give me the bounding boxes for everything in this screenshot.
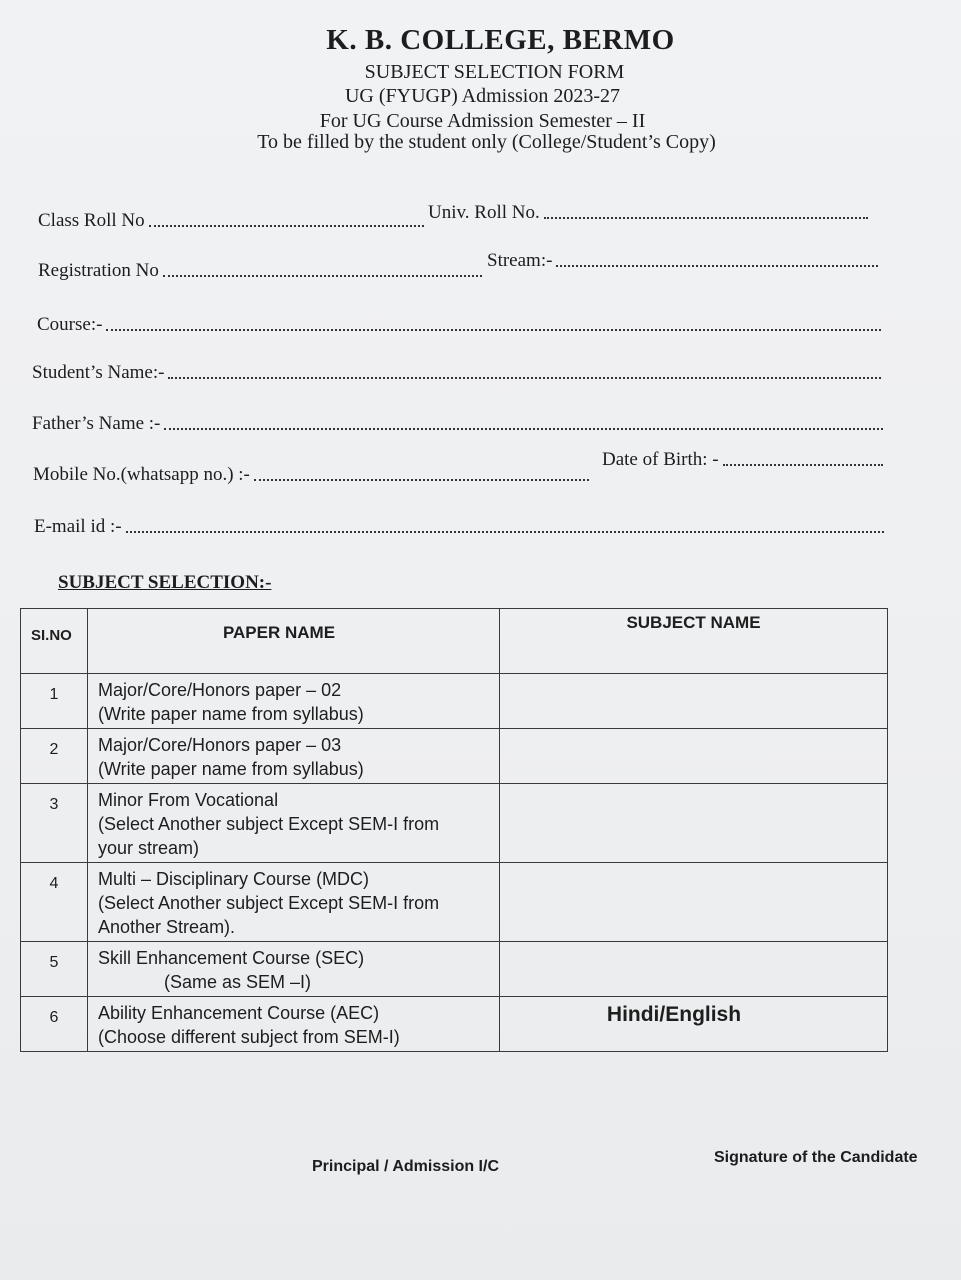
paper-line: (Select Another subject Except SEM-I from [98,893,440,913]
header-si-no: SI.NO [21,609,88,674]
row-number: 5 [21,942,88,997]
registration-label: Registration No [38,260,159,281]
univ-roll-field [428,202,872,224]
email-line [126,530,884,533]
paper-name-cell [88,863,500,942]
paper-line: Skill Enhancement Course (SEC) [98,948,365,968]
course-line [106,328,881,331]
registration-line [163,274,482,277]
table-row [21,942,888,997]
dob-line [723,463,883,466]
paper-name-cell [88,729,500,784]
email-label: E-mail id :- [34,516,122,537]
instruction-line: To be filled by the student only (College/Student’s Copy) [257,131,716,153]
student-name-field [32,362,885,384]
stream-label: Stream:- [487,250,553,271]
table-row [21,674,888,729]
row-number: 1 [21,674,88,729]
subject-selection-table [20,608,888,1052]
row-number: 3 [21,784,88,863]
class-roll-line [149,224,424,227]
subject-cell[interactable] [500,784,888,863]
paper-name-cell [88,674,500,729]
course-label: Course:- [37,314,103,335]
univ-roll-label: Univ. Roll No. [428,202,540,223]
subject-cell-filled[interactable]: Hindi/English [500,997,888,1052]
row-number: 4 [21,863,88,942]
univ-roll-line [544,216,868,219]
father-name-field [32,413,887,435]
header-subject-name: SUBJECT NAME [500,609,888,674]
header-paper-name: PAPER NAME [88,609,500,674]
college-name: K. B. COLLEGE, BERMO [326,24,675,56]
subject-cell[interactable] [500,729,888,784]
paper-line [98,970,495,994]
father-name-label: Father’s Name :- [32,413,161,434]
student-name-line [168,376,881,379]
class-roll-field [38,210,428,232]
paper-line: Major/Core/Honors paper – 02 [98,680,342,700]
paper-name-cell [88,942,500,997]
paper-line: (Choose different subject from SEM-I) [98,1027,400,1047]
form-title: SUBJECT SELECTION FORM [364,61,625,83]
paper-name-cell [88,784,500,863]
class-roll-label: Class Roll No [38,210,145,231]
paper-line: Another Stream). [98,917,236,937]
course-field [37,314,885,336]
paper-line: (Write paper name from syllabus) [98,759,364,779]
stream-field [487,250,882,272]
table-row [21,997,888,1052]
semester-line: For UG Course Admission Semester – II [319,110,646,132]
row-number: 6 [21,997,88,1052]
registration-field [38,260,486,282]
subject-cell[interactable] [500,942,888,997]
paper-line: (Select Another subject Except SEM-I from [98,814,440,834]
candidate-signature-label: Signature of the Candidate [714,1149,918,1166]
stream-line [556,264,878,267]
table-header-row [21,609,888,674]
student-name-label: Student’s Name:- [32,362,165,383]
paper-line: (Write paper name from syllabus) [98,704,364,724]
paper-line: Ability Enhancement Course (AEC) [98,1003,380,1023]
paper-line: Major/Core/Honors paper – 03 [98,735,342,755]
table-row [21,863,888,942]
table-row [21,784,888,863]
paper-line: Multi – Disciplinary Course (MDC) [98,869,370,889]
paper-name-cell [88,997,500,1052]
row-number: 2 [21,729,88,784]
subject-selection-heading: SUBJECT SELECTION:- [58,572,272,593]
paper-line: your stream) [98,838,200,858]
dob-label: Date of Birth: - [602,449,719,470]
email-field [34,516,888,538]
subject-cell[interactable] [500,674,888,729]
mobile-label: Mobile No.(whatsapp no.) :- [33,464,250,485]
dob-field [602,449,887,471]
admission-line: UG (FYUGP) Admission 2023-27 [344,85,621,107]
paper-line-indented: (Same as SEM –I) [164,972,312,992]
paper-line: Minor From Vocational [98,790,279,810]
mobile-field [33,464,593,486]
father-name-line [164,427,883,430]
principal-signature-label: Principal / Admission I/C [312,1158,499,1175]
table-row [21,729,888,784]
mobile-line [254,478,589,481]
subject-cell[interactable] [500,863,888,942]
